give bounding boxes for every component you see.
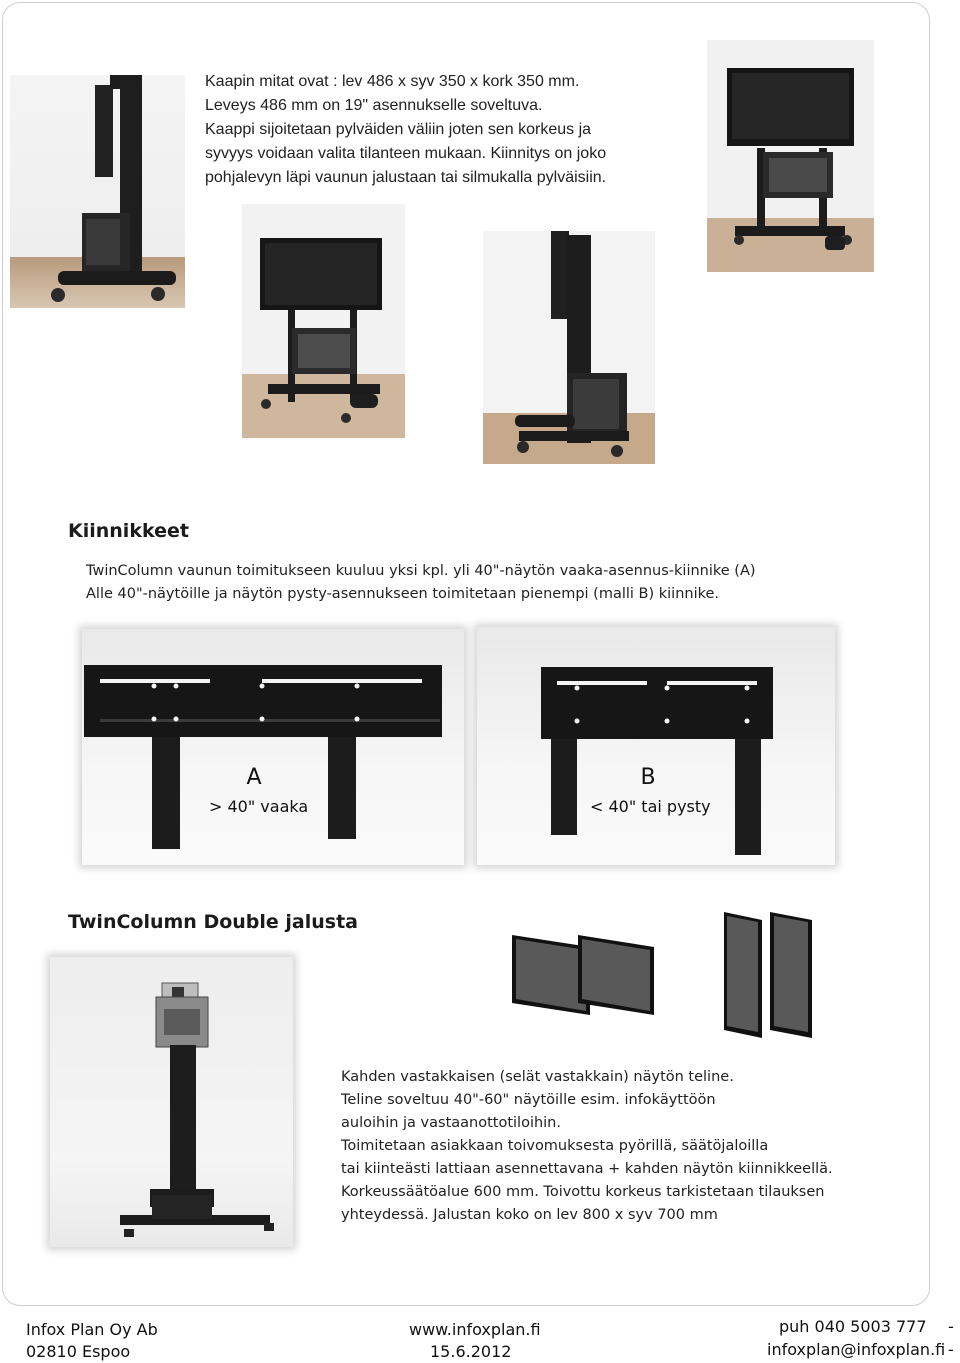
intro-line: syvyys voidaan valita tilanteen mukaan. Kiinnitys on joko bbox=[205, 145, 607, 162]
cart-front-photo-right bbox=[707, 40, 874, 272]
double-line: Teline soveltuu 40"-60" näytöille esim. infokäyttöön bbox=[341, 1092, 716, 1108]
bracket-b-label: B bbox=[640, 765, 656, 790]
double-line: Korkeussäätöalue 600 mm. Toivottu korkeus tarkistetaan tilauksen bbox=[341, 1184, 825, 1200]
intro-line: pohjalevyn läpi vaunun jalustaan tai silmukalla pylväisiin. bbox=[205, 169, 607, 186]
footer-dash: - bbox=[948, 1340, 954, 1359]
double-line: auloihin ja vastaanottotiloihin. bbox=[341, 1115, 561, 1131]
cabinet-description bbox=[205, 70, 675, 190]
footer-company: Infox Plan Oy Ab bbox=[26, 1320, 158, 1339]
brackets-description bbox=[86, 560, 756, 606]
footer-email-link[interactable]: infoxplan@infoxplan.fi bbox=[767, 1340, 946, 1359]
double-screens-portrait-icon bbox=[722, 910, 816, 1040]
cart-side-photo-cabinet bbox=[483, 231, 655, 464]
cart-side-photo bbox=[10, 75, 185, 308]
footer-dash: - bbox=[948, 1317, 954, 1336]
bracket-a-label: A bbox=[246, 765, 262, 790]
footer-city: 02810 Espoo bbox=[26, 1342, 131, 1361]
intro-line: Leveys 486 mm on 19" asennukselle soveltuva. bbox=[205, 97, 543, 114]
double-line: Toimitetaan asiakkaan toivomuksesta pyörillä, säätöjaloilla bbox=[341, 1138, 769, 1154]
bracket-b-photo bbox=[477, 627, 835, 865]
footer-web-link[interactable]: www.infoxplan.fi bbox=[409, 1320, 541, 1339]
double-stand-heading: TwinColumn Double jalusta bbox=[68, 911, 358, 933]
double-line: Kahden vastakkaisen (selät vastakkain) näytön teline. bbox=[341, 1069, 734, 1085]
intro-line: Kaapin mitat ovat : lev 486 x syv 350 x kork 350 mm. bbox=[205, 73, 580, 90]
brackets-line: TwinColumn vaunun toimitukseen kuuluu yksi kpl. yli 40"-näytön vaaka-asennus-kiinnike (A) bbox=[86, 563, 756, 579]
double-screens-landscape-icon bbox=[508, 931, 656, 1021]
double-line: yhteydessä. Jalustan koko on lev 800 x syv 700 mm bbox=[341, 1207, 718, 1223]
bracket-a-sublabel: > 40" vaaka bbox=[209, 797, 309, 816]
footer-phone: puh 040 5003 777 bbox=[779, 1317, 927, 1336]
double-line: tai kiinteästi lattiaan asennettavana + kahden näytön kiinnikkeellä. bbox=[341, 1161, 833, 1177]
double-stand-description bbox=[341, 1066, 833, 1227]
brackets-line: Alle 40"-näytöille ja näytön pysty-asennukseen toimitetaan pienempi (malli B) kiinnike. bbox=[86, 586, 720, 602]
cart-front-photo-middle bbox=[242, 204, 405, 438]
bracket-a-photo bbox=[82, 629, 464, 865]
intro-line: Kaappi sijoitetaan pylväiden väliin joten sen korkeus ja bbox=[205, 121, 592, 138]
brackets-heading: Kiinnikkeet bbox=[68, 520, 189, 542]
double-stand-photo bbox=[50, 957, 293, 1247]
bracket-b-sublabel: < 40" tai pysty bbox=[590, 797, 711, 816]
footer-date: 15.6.2012 bbox=[430, 1342, 512, 1361]
